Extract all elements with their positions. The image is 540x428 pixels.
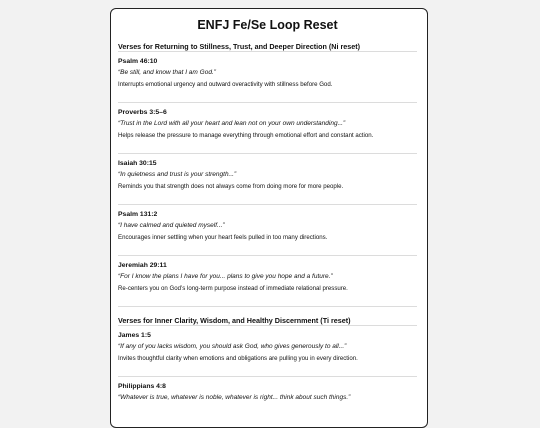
verse-item [118, 205, 417, 256]
verse-item [118, 256, 417, 307]
verse-item [118, 154, 417, 205]
verse-reference: Jeremiah 29:11 [118, 262, 167, 269]
verse-item [118, 326, 417, 377]
verse-item [118, 52, 417, 103]
verse-reference: Philippians 4:8 [118, 383, 166, 390]
verse-quote: “For I know the plans I have for you... plans to give you hope and a future.” [118, 273, 333, 280]
verse-quote: “Whatever is true, whatever is noble, whatever is right... think about such things.” [118, 394, 351, 401]
verse-note: Interrupts emotional urgency and outward overactivity with stillness before God. [118, 81, 333, 88]
verse-quote: “I have calmed and quieted myself...” [118, 222, 225, 229]
verse-note: Re-centers you on God’s long-term purpose instead of immediate relational pressure. [118, 285, 348, 292]
verse-note: Helps release the pressure to manage everything through emotional effort and constant action. [118, 132, 374, 139]
verse-item [118, 103, 417, 154]
section-heading: Verses for Returning to Stillness, Trust, and Deeper Direction (Ni reset) [118, 37, 417, 52]
verse-reference: Psalm 46:10 [118, 58, 158, 65]
section-ti-reset [118, 311, 417, 428]
verse-note: Encourages inner settling when your heart feels pulled in too many directions. [118, 234, 328, 241]
section-ni-reset [118, 37, 417, 307]
verse-quote: “Trust in the Lord with all your heart and lean not on your own understanding...” [118, 120, 346, 127]
page-title: ENFJ Fe/Se Loop Reset [197, 18, 338, 32]
verse-reference: Isaiah 30:15 [118, 160, 157, 167]
verse-quote: “Be still, and know that I am God.” [118, 69, 216, 76]
verse-reference: James 1:5 [118, 332, 151, 339]
section-heading: Verses for Inner Clarity, Wisdom, and Healthy Discernment (Ti reset) [118, 311, 417, 326]
verse-note: Reminds you that strength does not always come from doing more for more people. [118, 183, 344, 190]
verse-note: Invites thoughtful clarity when emotions and obligations are pulling you in every direction. [118, 355, 358, 362]
verse-card [110, 8, 428, 428]
verse-item [118, 377, 417, 428]
verse-quote: “In quietness and trust is your strength...” [118, 171, 237, 178]
verse-reference: Proverbs 3:5–6 [118, 109, 167, 116]
verse-reference: Psalm 131:2 [118, 211, 158, 218]
verse-quote: “If any of you lacks wisdom, you should ask God, who gives generously to all...” [118, 343, 347, 350]
